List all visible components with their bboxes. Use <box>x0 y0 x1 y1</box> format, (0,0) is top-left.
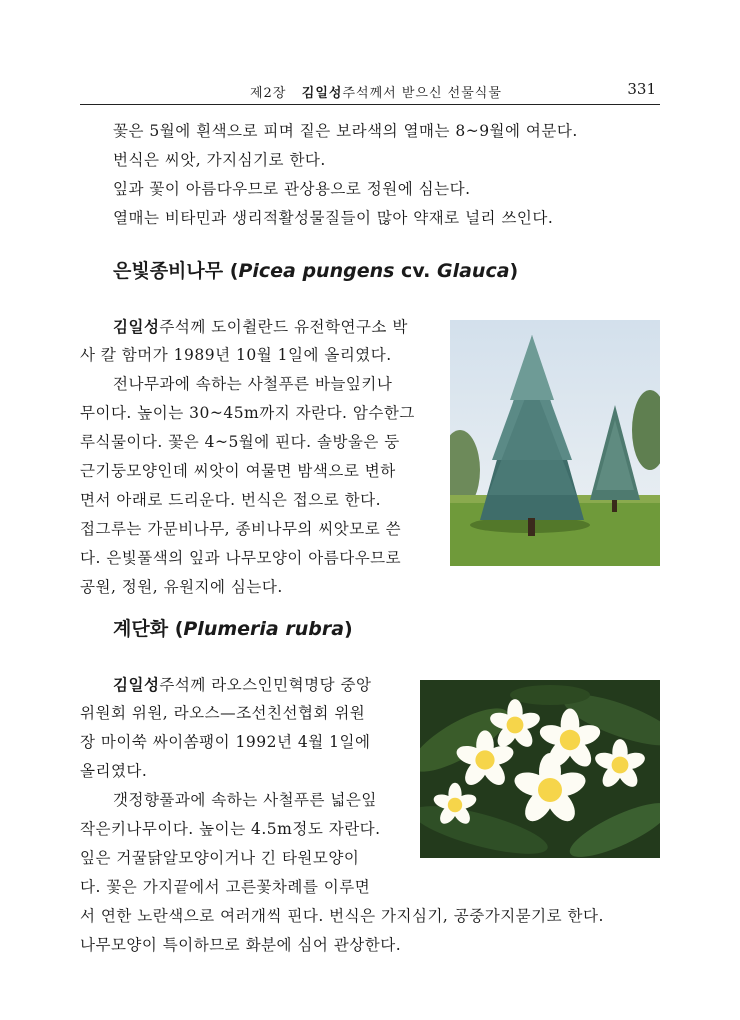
plumeria-line-7: 잎은 거꿀닭알모양이거나 긴 타원모양이 <box>80 849 360 867</box>
latin-open: ( <box>174 618 184 640</box>
plumeria-flowers-image <box>420 680 660 858</box>
spruce-line-7: 면서 아래로 드리운다. 번식은 접으로 한다. <box>80 491 382 509</box>
plumeria-line-4: 올리였다. <box>80 762 148 780</box>
intro-line-3: 잎과 꽃이 아름다우므로 관상용으로 정원에 심는다. <box>113 180 471 198</box>
plumeria-line-2: 위원회 위원, 라오스—조선친선협회 위원 <box>80 704 366 722</box>
chapter-suffix: 주석께서 받으신 선물식물 <box>342 86 502 101</box>
plumeria-line-1 <box>113 670 371 700</box>
plumeria-photo <box>420 680 660 858</box>
spruce-line-10: 공원, 정원, 유원지에 심는다. <box>80 578 283 596</box>
section-heading-spruce <box>113 256 518 283</box>
chapter-prefix: 제2장 <box>250 86 287 101</box>
intro-line-2: 번식은 씨앗, 가지심기로 한다. <box>113 151 326 169</box>
spruce-line-2: 사 칼 함머가 1989년 10월 1일에 올리였다. <box>80 346 392 364</box>
intro-line-4: 열매는 비타민과 생리적활성물질들이 많아 약재로 널리 쓰인다. <box>113 209 554 227</box>
plumeria-line-8: 다. 꽃은 가지끝에서 고른꽃차례를 이루면 <box>80 878 371 896</box>
leader-name: 김일성 <box>113 317 160 336</box>
running-header <box>80 80 660 104</box>
page-number: 331 <box>627 80 656 98</box>
plumeria-line-3: 장 마이쑥 싸이쏨팽이 1992년 4월 1일에 <box>80 733 371 751</box>
spruce-line-6: 근기둥모양인데 씨앗이 여물면 밤색으로 변하 <box>80 462 396 480</box>
spruce-line-3: 전나무과에 속하는 사철푸른 바늘잎키나 <box>113 375 393 393</box>
spruce-line-1 <box>113 312 408 342</box>
latin-open: ( <box>229 260 239 282</box>
blue-spruce-tree-image <box>450 320 660 566</box>
spruce-line-5: 루식물이다. 꽃은 4~5월에 핀다. 솔방울은 둥 <box>80 433 400 451</box>
spruce-photo <box>450 320 660 566</box>
intro-line-1: 꽃은 5월에 흰색으로 피며 짙은 보라색의 열매는 8~9월에 여문다. <box>113 122 578 140</box>
plumeria-line-10: 나무모양이 특이하므로 화분에 심어 관상한다. <box>80 936 402 954</box>
leader-name: 김일성 <box>301 86 343 101</box>
spruce-line-4: 무이다. 높이는 30~45m까지 자란다. 암수한그 <box>80 404 415 422</box>
header-rule <box>80 104 660 105</box>
heading-name: 은빛종비나무 <box>113 260 224 282</box>
line-text: 주석께 라오스인민혁명당 중앙 <box>159 676 372 694</box>
plumeria-line-5: 갯정향풀과에 속하는 사철푸른 넓은잎 <box>113 791 377 809</box>
heading-name: 계단화 <box>113 618 169 640</box>
latin-cv: cv. <box>394 260 437 282</box>
latin-cultivar: Glauca <box>436 260 510 282</box>
chapter-title <box>250 82 502 101</box>
section-heading-plumeria <box>113 614 353 641</box>
leader-name: 김일성 <box>113 675 160 694</box>
latin-close: ) <box>344 618 353 640</box>
latin-close: ) <box>509 260 519 282</box>
line-text: 주석께 도이췰란드 유전학연구소 박 <box>159 318 408 336</box>
plumeria-line-9: 서 연한 노란색으로 여러개씩 핀다. 번식은 가지심기, 공중가지묻기로 한다. <box>80 907 604 925</box>
spruce-line-8: 접그루는 가문비나무, 종비나무의 씨앗모로 쓴 <box>80 520 402 538</box>
plumeria-line-6: 작은키나무이다. 높이는 4.5m정도 자란다. <box>80 820 381 838</box>
latin-binomial: Plumeria rubra <box>183 618 345 640</box>
latin-binomial: Picea pungens <box>238 260 395 282</box>
spruce-line-9: 다. 은빛풀색의 잎과 나무모양이 아름다우므로 <box>80 549 402 567</box>
